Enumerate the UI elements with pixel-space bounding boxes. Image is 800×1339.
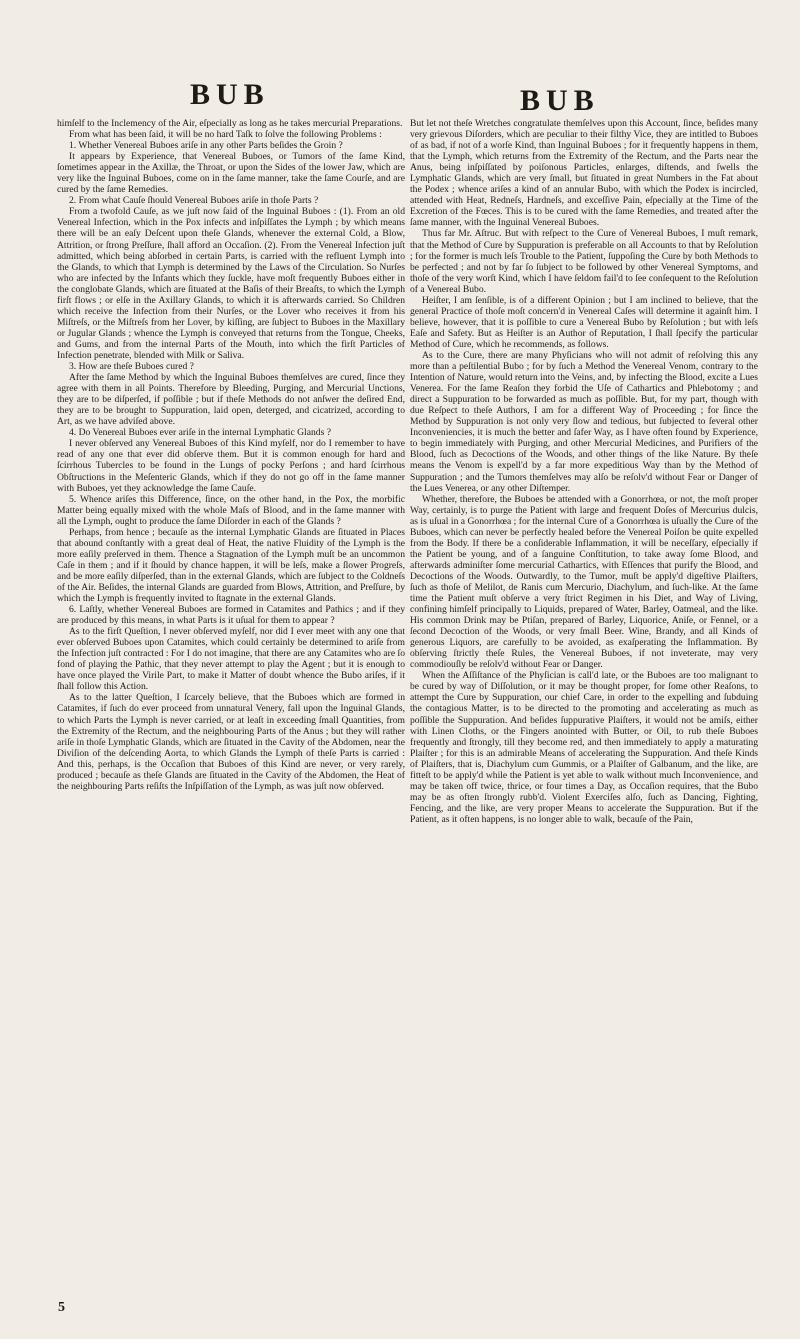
problem-heading: 2. From what Cauſe ſhould Venereal Buboes ariſe in thoſe Parts ? (69, 195, 319, 207)
paragraph: Perhaps, from hence ; becauſe as the internal Lymphatic Glands are ſituated in Places that abound conſtantly with a great deal of Heat, the native Fluidity of the Lymph is the more eaſily preſerved in them. Thence a Stagnation of the Lymph muſt be an uncommon Caſe in them ; and if it ſhould by chance happen, it will be leſs, make a ſlower Progreſs, and be more eaſily diſperſed, than in the external Glands, which are ſubject to the Coldneſs of the Air. Beſides, the internal Glands are guarded from Blows, Attrition, and Preſſure, by which the Lymph is frequently invited to ſtagnate in the external Glands. (57, 526, 405, 605)
paragraph: I never obſerved any Venereal Buboes of this Kind myſelf, nor do I remember to have read of any one that ever did obſerve them. But it is common enough for hard and ſcirrhous Tubercles to be found in the Lungs of pocky Perſons ; and hard ſcirrhous Obſtructions in the Meſenteric Glands, which if they do not go off in the ſame manner with Buboes, yet they acknowledge the ſame Cauſe. (57, 438, 405, 494)
paragraph: As to the latter Queſtion, I ſcarcely believe, that the Buboes which are formed in Catamites, if ſuch do ever proceed from unnatural Venery, fall upon the Inguinal Glands, to which Parts the Lymph is never carried, or at leaſt in exceeding ſmall Quantities, from the Extremity of the Rectum, and the neighbouring Parts of the Anus ; but they will rather ariſe in thoſe Lymphatic Glands, which are ſituated in the Cavity of the Abdomen, near the Diviſion of the deſcending Aorta, to which Glands the Lymph of theſe Parts is carried : And this, perhaps, is the Occaſion that Buboes of this Kind are never, or very rarely, produced ; becauſe as theſe Glands are ſituated in the Cavity of the Abdomen, the Heat of the neighbouring Parts reſiſts the Inſpiſſation of the Lymph, as was juſt now obſerved. (57, 692, 405, 792)
paragraph: After the ſame Method by which the Inguinal Buboes themſelves are cured, ſince they agree with them in all Points. Therefore by Bleeding, Purging, and Mercurial Unctions, they are to be diſperſed, if poſſible ; but if theſe Methods do not anſwer the deſired End, they are to be brought to Suppuration, laid open, deterged, and cicatrized, according to Art, as we have adviſed above. (57, 372, 405, 428)
problem-heading: 3. How are theſe Buboes cured ? (69, 361, 194, 373)
paragraph: But let not theſe Wretches congratulate themſelves upon this Account, ſince, beſides many very grievous Diſorders, which are peculiar to their filthy Vice, they are intitled to Buboes of as bad, if not of a worſe Kind, than Inguinal Buboes ; for it frequently happens in them, that the Lymph, which returns from the Extremity of the Rectum, and the Parts near the Anus, being inſpiſſated by poiſonous Particles, enlarges, diſtends, and ſwells the Lymphatic Glands, which are very ſmall, but ſituated in great Numbers in the Fat about the Podex ; whence ariſes a kind of an annular Bubo, with which the Podex is incircled, attended with Heat, Redneſs, Hardneſs, and exceſſive Pain, eſpecially at the Time of the Excretion of the Fœces. This is to be cured with the ſame Remedies, and treated after the ſame manner, with the Inguinal Venereal Buboes. (410, 118, 758, 229)
signature-mark: 5 (58, 1300, 65, 1315)
running-head-right: BUB (520, 84, 600, 117)
problem-heading: 6. Laſtly, whether Venereal Buboes are formed in Catamites and Pathics ; and if they are produced by this means, in what Parts is it uſual for them to appear ? (57, 604, 405, 627)
paragraph: From a twofold Cauſe, as we juſt now ſaid of the Inguinal Buboes : (1). From an old Venereal Infection, which in the Pox infects and inſpiſſates the Lymph ; by which means there will be an eaſy Deſcent upon theſe Glands, whenever the external Cold, a Blow, Attrition, or ſtrong Preſſure, ſhall afford an Occaſion. (2). From the Venereal Infection juſt admitted, which being abſorbed in certain Parts, is carried with the refluent Lymph into the Glands, to which that Lymph is determined by the Laws of the Circulation. So Nurſes who are infected by the Infants which they ſuckle, have moſt frequently Buboes either in the conglobate Glands, which are ſituated at the Baſis of their Breaſts, to which the Lymph firſt flows ; or elſe in the Axillary Glands, to which it is afterwards carried. So Children which receive the Infection from their Nurſes, or the Lover who receives it from his Miſtreſs, or the Miſtreſs from her Lover, by kiſſing, are ſubject to Buboes in the Maxillary or Jugular Glands ; whence the Lymph is conveyed that returns from the Tongue, Cheeks, and Gums, and from the internal Parts of the Mouth, into which the firſt Particles of Infection penetrate, blended with Milk or Saliva. (57, 206, 405, 361)
paragraph: Whether, therefore, the Buboes be attended with a Gonorrhœa, or not, the moſt proper Way, certainly, is to purge the Patient with large and frequent Doſes of Mercurius dulcis, as is uſual in a Gonorrhœa ; for the internal Cure of a Gonorrhœa is uſually the Cure of the Buboes, which can never be perfectly healed before the Venereal Poiſon be quite expelled from the Body. If there be a conſiderable Inflammation, it will be neceſſary, eſpecially if the Patient be young, and of a ſanguine Conſtitution, to take away ſome Blood, and afterwards adminiſter ſome mercurial Cathartics, with Eſſences that purify the Blood, and Decoctions of the Woods. Outwardly, to the Tumor, muſt be apply'd digeſtive Plaiſters, ſuch as thoſe of Melilot, de Ranis cum Mercurio, Diachylum, and ſuch-like. At the ſame time the Patient muſt obſerve a very ſtrict Regimen in his Diet, and Way of Living, confining himſelf principally to Liquids, prepared of Water, Barley, Oatmeal, and the like. His common Drink may be Ptiſan, prepared of Barley, Liquorice, Aniſe, or Fennel, or a ſecond Decoction of the Woods, or very ſmall Beer. Wine, Brandy, and all Kinds of generous Liquors, are carefully to be avoided, as exaſperating the Inflammation. By obſerving ſtrictly theſe Rules, the Venereal Buboes, if not inveterate, may very commodiouſly be reſolv'd without Fear or Danger. (410, 493, 758, 671)
problem-heading: 1. Whether Venereal Buboes ariſe in any other Parts beſides the Groin ? (69, 140, 343, 152)
right-column (410, 118, 758, 1293)
page-header (0, 78, 800, 118)
left-column (57, 118, 405, 1293)
paragraph: As to the Cure, there are many Phyſicians who will not admit of reſolving this any more than a peſtilential Bubo ; for by ſuch a Method the Venereal Venom, contrary to the Intention of Nature, would return into the Veins, and, by infecting the Blood, excite a Lues Venerea. For the ſame Reaſon they forbid the Uſe of Cathartics and Phlebotomy ; and direct a Suppuration to be forwarded as much as poſſible. But, for my part, though with due Reſpect to theſe Authors, I am for a different Way of Proceeding ; for ſince the Method by Suppuration is not only very ſlow and tedious, but ſubjected to ſeveral other Inconveniencies, it is much the better and ſafer Way, as I have often found by Experience, to begin immediately with Purging, and other Mercurial Medicines, and Purifiers of the Blood, ſuch as Decoctions of the Woods, and other things of the like Nature. By theſe means the Venom is expell'd by a far more expeditious Way than by the Method of Suppuration ; and the Tumors themſelves may alſo be reſolv'd without Fear or Danger of the Lues Venerea, or any other Diſtemper. (410, 349, 758, 494)
paragraph: himſelf to the Inclemency of the Air, eſpecially as long as he takes mercurial Preparations. (57, 118, 403, 129)
paragraph: As to the firſt Queſtion, I never obſerved myſelf, nor did I ever meet with any one that ever obſerved Buboes upon Catamites, which could certainly be determined to ariſe from the Infection juſt contracted : For I do not imagine, that there are any Catamites who are ſo fond of playing the Pathic, that they never attempt to play the Agent ; but it is enough to have once played the Virile Part, to make it Matter of doubt whence the Bubo ariſes, if it ſhall follow this Action. (57, 626, 405, 693)
running-head-left: BUB (190, 78, 270, 111)
paragraph: It appears by Experience, that Venereal Buboes, or Tumors of the ſame Kind, ſometimes appear in the Axillæ, the Throat, or upon the Sides of the lower Jaw, which are very like the Inguinal Buboes, come on in the ſame manner, take the ſame Courſe, and are cured by the ſame Remedies. (57, 151, 405, 196)
paragraph: Heiſter, I am ſenſible, is of a different Opinion ; but I am inclined to believe, that the general Practice of thoſe moſt concern'd in Venereal Caſes will determine it againſt him. I believe, however, that it is poſſible to cure a Venereal Bubo by Reſolution ; but with leſs Eaſe and Safety. But as Heiſter is an Author of Reputation, I ſhall ſpecify the particular Method of Cure, which he recommends, as follows. (410, 294, 758, 350)
problem-heading: 4. Do Venereal Buboes ever ariſe in the internal Lymphatic Glands ? (69, 427, 331, 439)
paragraph: From what has been ſaid, it will be no hard Taſk to ſolve the following Problems : (69, 129, 382, 141)
paragraph: Thus far Mr. Aſtruc. But with reſpect to the Cure of Venereal Buboes, I muſt remark, that the Method of Cure by Suppuration is preferable on all Accounts to that by Reſolution ; for the former is much leſs Trouble to the Patient, ſuppoſing the Cure by both Methods to be perfected ; and not by far ſo ſubject to be followed by other Venereal Symptoms, and thoſe of the very worſt Kind, which I have ſeldom fail'd to ſee conſequent to the Reſolution of a Venereal Bubo. (410, 228, 758, 295)
paragraph: When the Aſſiſtance of the Phyſician is call'd late, or the Buboes are too malignant to be cured by way of Diſſolution, or it may be thought proper, for ſome other Reaſons, to attempt the Cure by Suppuration, our chief Care, in order to the expelling and ſubduing the contagious Matter, is to be directed to the promoting and accelerating as much as poſſible the Suppuration. And beſides ſuppurative Plaiſters, it would not be amiſs, either with Linen Cloths, or the Fingers anointed with Butter, or Oil, to rub theſe Buboes frequently and ſtrongly, till they become red, and then immediately to apply a maturating Plaiſter ; for this is an admirable Means of accelerating the Suppuration. And theſe Kinds of Plaiſters, that is, Diachylum cum Gummis, or a Plaiſter of Galbanum, and the like, are fitteſt to be apply'd while the Patient is yet able to walk without much Inconvenience, and may be taken off twice, thrice, or four times a Day, as Occaſion requires, that the Bubo may be as often ſtrongly rubb'd. Violent Exerciſes alſo, ſuch as Dancing, Fighting, Fencing, and the like, are very proper Means to accelerate the Suppuration. But if the Patient, as it often happens, is no longer able to walk, becauſe of the Pain, (410, 670, 758, 825)
problem-heading: 5. Whence ariſes this Difference, ſince, on the other hand, in the Pox, the morbific Matter being equally mixed with the whole Maſs of Blood, and in the ſame manner with all the Lymph, ought to produce the ſame Diſorder in each of the Glands ? (57, 493, 405, 527)
